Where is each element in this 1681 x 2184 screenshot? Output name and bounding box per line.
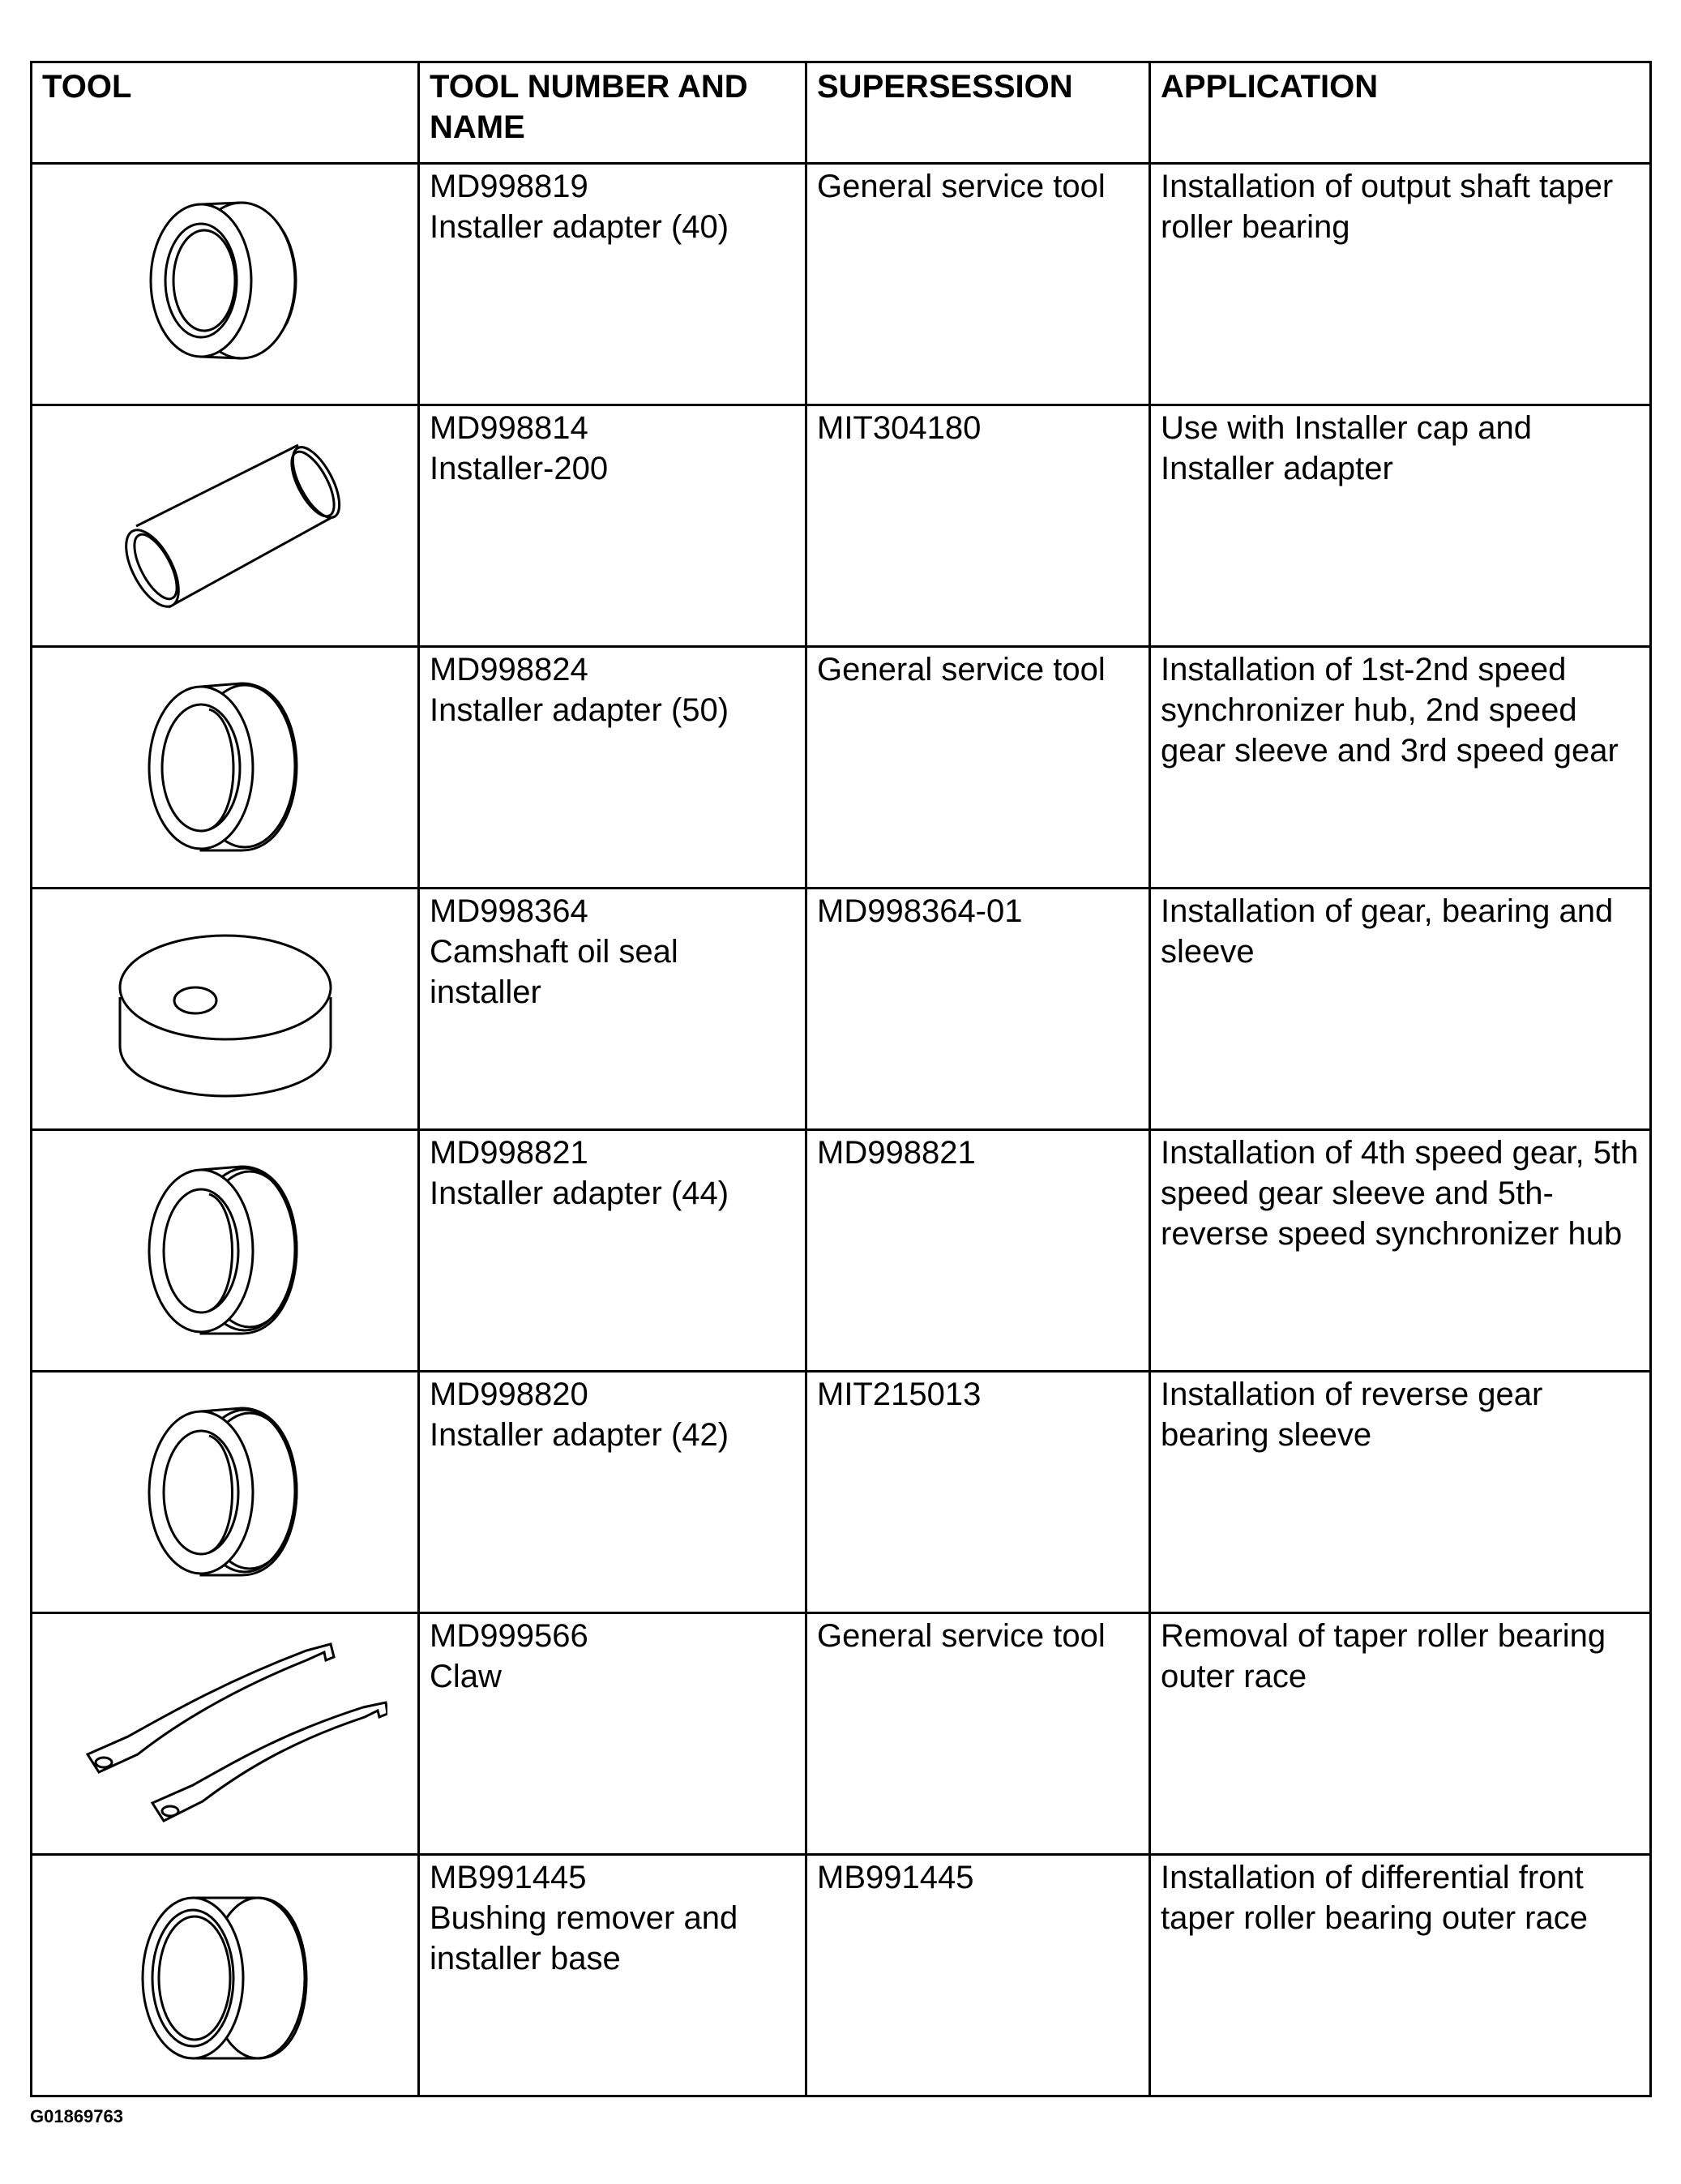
tool-name: Installer adapter (50): [430, 692, 729, 728]
special-tools-table: [30, 61, 1652, 2097]
tool-number: MB991445: [430, 1860, 587, 1895]
table-row: [32, 164, 1651, 405]
table-row: [32, 647, 1651, 889]
tool-name: Claw: [430, 1659, 502, 1694]
tool-illustration-cell: [32, 1855, 419, 2096]
tool-illustration-cell: [32, 1613, 419, 1855]
tool-number-name-cell: [419, 647, 806, 889]
tube-installer-icon: [88, 429, 363, 623]
supersession-cell: MIT304180: [806, 405, 1150, 647]
ring-adapter-icon: [120, 670, 331, 865]
table-row: [32, 889, 1651, 1130]
tool-name: Installer adapter (40): [430, 209, 729, 245]
table-row: [32, 1855, 1651, 2096]
supersession-cell: MB991445: [806, 1855, 1150, 2096]
supersession-cell: General service tool: [806, 164, 1150, 405]
tool-number-name-cell: [419, 1855, 806, 2096]
ring-adapter-icon: [120, 191, 331, 378]
tool-number-name-cell: [419, 1613, 806, 1855]
tool-name: Installer-200: [430, 451, 609, 486]
ring-adapter-icon: [120, 1154, 331, 1348]
tool-name: Installer adapter (44): [430, 1176, 729, 1211]
ring-adapter-icon: [120, 1395, 331, 1590]
tool-number: MD998364: [430, 893, 588, 929]
supersession-cell: MD998821: [806, 1130, 1150, 1372]
supersession-cell: General service tool: [806, 1613, 1150, 1855]
application-cell: Installation of output shaft taper roller bearing: [1150, 164, 1651, 405]
tool-illustration-cell: [32, 889, 419, 1130]
tool-number: MD998821: [430, 1135, 588, 1171]
document-id: G01869763: [30, 2106, 123, 2126]
application-cell: Installation of 4th speed gear, 5th speed gear sleeve and 5th-reverse speed synchronizer hub: [1150, 1130, 1651, 1372]
tool-name: Camshaft oil seal installer: [430, 934, 678, 1010]
tool-number-name-cell: [419, 1372, 806, 1613]
tool-illustration-cell: [32, 1130, 419, 1372]
claw-icon: [63, 1633, 387, 1835]
header-tool-number-name: TOOL NUMBER AND NAME: [419, 62, 806, 164]
table-row: [32, 405, 1651, 647]
tool-number: MD998820: [430, 1377, 588, 1412]
header-application: APPLICATION: [1150, 62, 1651, 164]
supersession-cell: MIT215013: [806, 1372, 1150, 1613]
tool-illustration-cell: [32, 405, 419, 647]
seal-installer-icon: [108, 916, 343, 1103]
application-cell: Removal of taper roller bearing outer race: [1150, 1613, 1651, 1855]
application-cell: Installation of gear, bearing and sleeve: [1150, 889, 1651, 1130]
tool-number: MD998814: [430, 410, 588, 446]
tool-name: Bushing remover and installer base: [430, 1900, 738, 1976]
tool-number-name-cell: [419, 405, 806, 647]
tool-name: Installer adapter (42): [430, 1417, 729, 1453]
application-cell: Installation of reverse gear bearing sleeve: [1150, 1372, 1651, 1613]
table-row: [32, 1372, 1651, 1613]
tool-number: MD998824: [430, 652, 588, 687]
header-row: [32, 62, 1651, 164]
application-cell: Use with Installer cap and Installer adapter: [1150, 405, 1651, 647]
tool-illustration-cell: [32, 1372, 419, 1613]
header-supersession: SUPERSESSION: [806, 62, 1150, 164]
supersession-cell: General service tool: [806, 647, 1150, 889]
tool-number-name-cell: [419, 164, 806, 405]
bushing-base-icon: [120, 1878, 331, 2073]
tool-number-name-cell: [419, 889, 806, 1130]
tool-illustration-cell: [32, 164, 419, 405]
tool-number-name-cell: [419, 1130, 806, 1372]
header-tool: TOOL: [32, 62, 419, 164]
table-row: [32, 1613, 1651, 1855]
tool-number: MD999566: [430, 1618, 588, 1654]
application-cell: Installation of differential front taper roller bearing outer race: [1150, 1855, 1651, 2096]
supersession-cell: MD998364-01: [806, 889, 1150, 1130]
tool-number: MD998819: [430, 169, 588, 204]
table-row: [32, 1130, 1651, 1372]
application-cell: Installation of 1st-2nd speed synchronizer hub, 2nd speed gear sleeve and 3rd speed gear: [1150, 647, 1651, 889]
tool-illustration-cell: [32, 647, 419, 889]
